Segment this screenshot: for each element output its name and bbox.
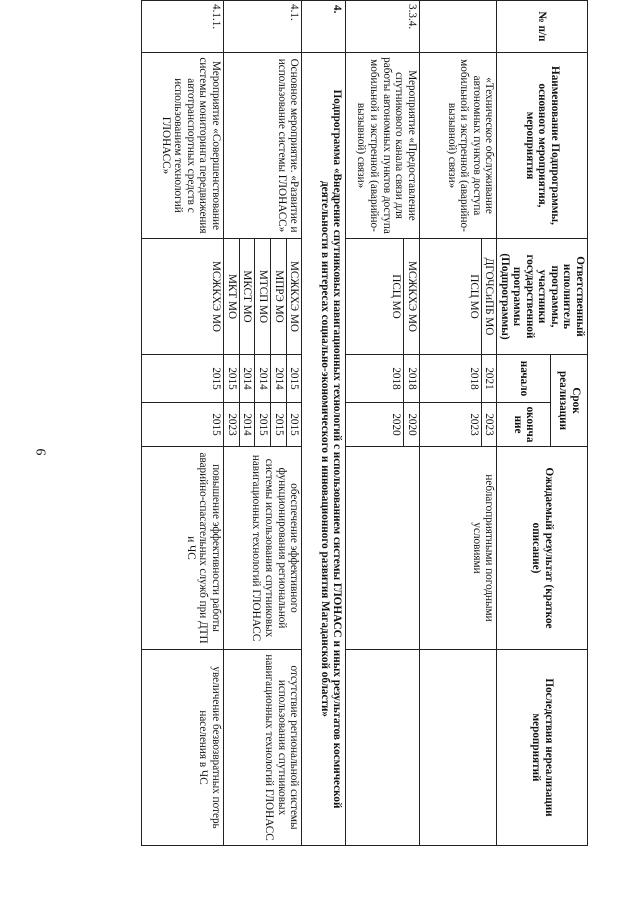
row-executor: МСЖКХЭ МО: [141, 239, 223, 355]
row-num: 4.1.: [223, 1, 301, 53]
header-consequences: Последствия нереализации мероприятий: [497, 650, 588, 846]
row-consequence: отсутствие региональной системы использования спутниковых навигационных технологий ГЛОНАСС: [223, 650, 301, 846]
program-table: [141, 0, 588, 846]
row-executor: МТСП МО: [255, 239, 271, 355]
row-executor: МСЖКХЭ МО: [286, 239, 302, 355]
header-row-1: [551, 1, 588, 846]
row-consequence: увеличение безвозвратных потерь населения в ЧС: [141, 650, 223, 846]
row-num: [419, 1, 497, 53]
row-num: 3.3.4.: [346, 1, 420, 53]
header-name: Наименование Подпрограммы, основного мероприятия, мероприятия: [497, 53, 588, 239]
row-result: [346, 447, 420, 650]
row-start: 2021: [481, 355, 497, 403]
row-start: 2014: [270, 355, 286, 403]
header-term: Срок реализации: [551, 355, 588, 447]
row-start: 2015: [286, 355, 302, 403]
row-start: 2014: [255, 355, 271, 403]
row-end: 2020: [346, 403, 404, 447]
row-end: 2020: [404, 403, 420, 447]
row-start: 2018: [404, 355, 420, 403]
row-end: 2015: [270, 403, 286, 447]
header-end: окончание: [497, 403, 551, 447]
rotated-table-page: [88, 0, 588, 845]
section-title: Подпрограмма «Внедрение спутниковых навигационных технологий с использованием системы ГЛОНАСС и иных результатов космической деятельности в интересах социально-экономического и инновационного развития Магаданской области»: [302, 53, 346, 846]
header-executor: Ответственный исполнитель программы, участники государственной программы (Подпрограммы): [497, 239, 588, 355]
row-name: Мероприятие «Предоставление спутникового канала связи для работы автономных пунктов доступа мобильной и экстренной (аварийно-вызывной) связи»: [346, 53, 420, 239]
table-row: [141, 1, 223, 846]
table-row: [286, 1, 302, 846]
row-executor: ПСЦ МО: [419, 239, 481, 355]
row-end: 2015: [141, 403, 223, 447]
row-name: «Техническое обслуживание автономных пунктов доступа мобильной и экстренной (аварийно-вызывной) связи»: [419, 53, 497, 239]
row-end: 2015: [286, 403, 302, 447]
row-executor: МСЖКХЭ МО: [404, 239, 420, 355]
row-start: 2015: [223, 355, 239, 403]
row-result: обеспечение эффективного функционирования региональной системы использования спутниковых навигационных технологий ГЛОНАСС: [223, 447, 301, 650]
row-name: Мероприятие «Совершенствование системы мониторинга передвижения автотранспортных средств с использованием технологий ГЛОНАСС»: [141, 53, 223, 239]
header-num: № п/п: [497, 1, 588, 53]
row-executor: МПРЭ МО: [270, 239, 286, 355]
row-end: 2023: [223, 403, 239, 447]
row-result: неблагоприятными погодными условиями: [419, 447, 497, 650]
table-row: [404, 1, 420, 846]
row-executor: МКСТ МО: [239, 239, 255, 355]
row-end: 2015: [255, 403, 271, 447]
header-start: начало: [497, 355, 551, 403]
row-executor: ПСЦ МО: [346, 239, 404, 355]
row-consequence: [346, 650, 420, 846]
row-start: 2014: [239, 355, 255, 403]
row-start: 2015: [141, 355, 223, 403]
row-executor: МКТ МО: [223, 239, 239, 355]
row-name: Основное мероприятие. «Развитие и использование системы ГЛОНАСС»: [223, 53, 301, 239]
row-executor: ДГОЧСиПБ МО: [481, 239, 497, 355]
page-number: 9: [34, 448, 49, 456]
row-result: повышение эффективности работы аварийно-спасательных служб при ДТП и ЧС: [141, 447, 223, 650]
table-row: [481, 1, 497, 846]
row-end: 2014: [239, 403, 255, 447]
row-end: 2023: [481, 403, 497, 447]
row-start: 2018: [346, 355, 404, 403]
header-result: Ожидаемый результат (краткое описание): [497, 447, 588, 650]
row-end: 2023: [419, 403, 481, 447]
row-consequence: [419, 650, 497, 846]
section-row: [302, 1, 346, 846]
row-start: 2018: [419, 355, 481, 403]
row-num: 4.1.1.: [141, 1, 223, 53]
section-num: 4.: [302, 1, 346, 53]
